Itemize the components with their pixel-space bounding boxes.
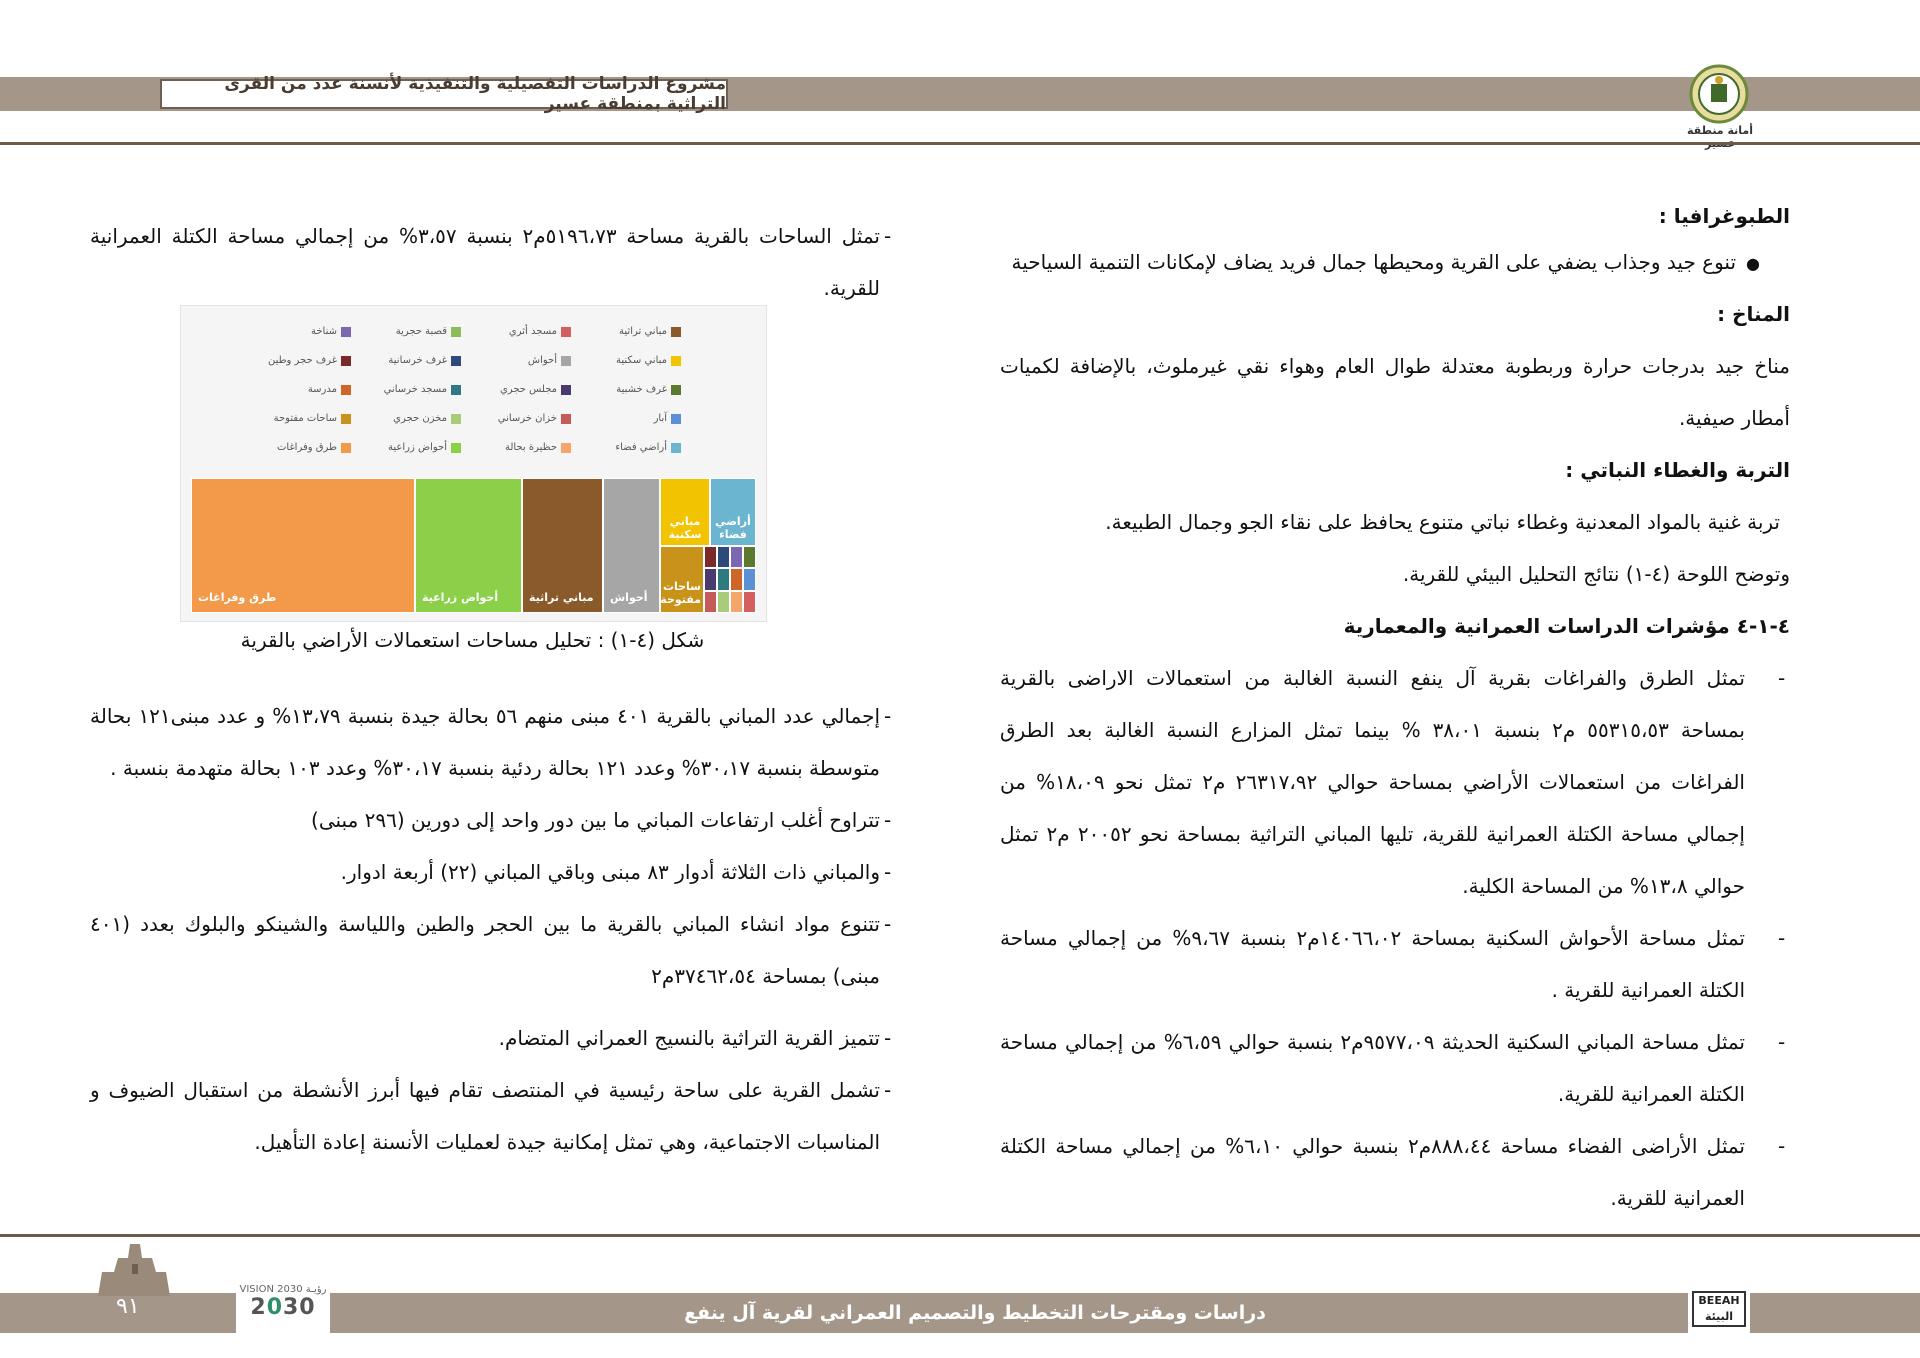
legend-entry [500,384,571,395]
soil-heading: التربة والغطاء النباتي : [1565,458,1790,482]
list-dash: - [1778,1134,1786,1158]
vision-label: VISION رؤيـة 2030 [239,1284,327,1295]
legend-entry [654,413,681,424]
legend-swatch [671,414,681,424]
land-use-treemap [180,305,767,622]
legend-label: مسجد أثري [508,326,557,337]
legend-label: مخزن حجري [393,413,447,424]
legend-entry [619,326,681,337]
topography-bullet-text: تنوع جيد وجذاب يضفي على القرية ومحيطها جمال فريد يضاف لإمكانات التنمية السياحية [1011,250,1737,274]
legend-entry [277,442,351,453]
list-item: إجمالي عدد المباني بالقرية ٤٠١ مبنى منهم ٥٦ بحالة جيدة بنسبة ١٣،٧٩% و عدد مبنى١٢١ بحالة متوسطة بنسبة ٣٠،١٧% وعدد ١٢١ بحالة ردئية بنسبة ٣٠،١٧% وعدد ١٠٣ بحالة متهدمة بنسبة . [90,704,880,780]
legend-entry [396,326,461,337]
soil-text: تربة غنية بالمواد المعدنية وغطاء نباتي متنوع يحافظ على نقاء الجو وجمال الطبيعة. [1105,510,1780,534]
page-number: ٩١ [116,1294,140,1319]
legend-label: مسجد خرساني [383,384,447,395]
legend-label: قصبة حجرية [395,326,447,337]
list-item: تتراوح أغلب ارتفاعات المباني ما بين دور واحد إلى دورين (٢٩٦ مبنى) [311,808,880,832]
list-dash: - [1778,666,1786,690]
list-dash: - [884,1078,892,1102]
legend-label: أحواض زراعية [388,442,447,453]
legend-swatch [671,385,681,395]
topography-bullet: ●تنوع جيد وجذاب يضفي على القرية ومحيطها جمال فريد يضاف لإمكانات التنمية السياحية [1011,250,1760,274]
treemap-small-tile [730,591,743,613]
legend-label: مجلس حجري [499,384,557,395]
climate-heading: المناخ : [1717,302,1790,326]
list-item: تتنوع مواد انشاء المباني بالقرية ما بين الحجر والطين واللياسة والشينكو والبلوك بعدد (٤٠١ مبنى) بمساحة ٣٧٤٦٢،٥٤م٢ [90,912,880,988]
legend-swatch [451,385,461,395]
treemap-tile [603,478,660,613]
treemap-small-tile [730,568,743,590]
project-title: مشروع الدراسات التفصيلية والتنفيذية لأنسنة عدد من القرى التراثية بمنطقة عسير [160,79,728,109]
emblem-logo [1684,64,1754,128]
list-dash: - [1778,926,1786,950]
legend-entry [528,355,571,366]
tile-label: طرق وفراغات [198,591,277,604]
legend-label: مدرسة [307,384,337,395]
list-dash: - [884,808,892,832]
legend-label: أحواش [527,355,557,366]
legend-swatch [561,356,571,366]
legend-swatch [341,414,351,424]
treemap-tile [660,478,710,546]
legend-entry [268,355,351,366]
legend-label: خزان خرساني [497,413,557,424]
legend-entry [388,442,461,453]
legend-label: مباني سكنية [615,355,667,366]
tile-label: مباني تراثية [529,591,594,604]
legend-swatch [451,414,461,424]
legend-label: ساحات مفتوحة [273,413,337,424]
beeah-logo [1688,1285,1750,1337]
vision-year: 2030 [250,1295,316,1320]
list-item: تمثل الطرق والفراغات بقرية آل ينفع النسبة الغالبة من استعمالات الاراضى بالقرية بمساحة ٥٥٣١٥،٥٣ م٢ بنسبة ٣٨،٠١ % بينما تمثل المزارع النسبة الغالبة بعد الطرق الفراغات من استعمالات الأراضي بمساحة حوالي ٢٦٣١٧،٩٢ م٢ تمثل نحو ١٨،٠٩% من إجمالي مساحة الكتلة العمرانية للقرية، تليها المباني التراثية بمساحة نحو ٢٠٠٥٢ م٢ تمثل حوالي ١٣،٨% من المساحة الكلية. [1000,666,1746,898]
vision-2030-logo [236,1280,330,1334]
legend-label: غرف خشبية [616,384,667,395]
beeah-label: BEEAH البيئة [1692,1291,1746,1327]
list-item: تمثل مساحة المباني السكنية الحديثة ٩٥٧٧،٠٩م٢ بنسبة حوالي ٦،٥٩% من إجمالي مساحة الكتلة العمرانية للقرية. [1000,1030,1746,1106]
legend-entry [616,384,681,395]
treemap-small-tile [717,591,730,613]
list-dash: - [884,860,892,884]
footer-divider [0,1234,1920,1237]
legend-swatch [561,385,571,395]
legend-entry [616,355,681,366]
treemap-tile [191,478,415,613]
board-text: وتوضح اللوحة (٤-١) نتائج التحليل البيئي للقرية. [1402,562,1790,586]
legend-label: حظيرة بحالة [504,442,557,453]
treemap-small-tile [743,546,756,568]
legend-swatch [451,327,461,337]
list-item: تمثل الأراضى الفضاء مساحة ٨٨٨،٤٤م٢ بنسبة حوالي ٦،١٠% من إجمالي مساحة الكتلة العمرانية للقرية. [1000,1134,1745,1210]
treemap-small-tile [730,546,743,568]
treemap-tile [522,478,603,613]
treemap-small-tile [717,546,730,568]
legend-entry [384,384,461,395]
list-dash: - [884,1026,892,1050]
legend-swatch [451,356,461,366]
list-dash: - [884,704,892,728]
treemap-small-tile [704,591,717,613]
legend-swatch [671,443,681,453]
legend-swatch [341,385,351,395]
list-dash: - [884,912,892,936]
treemap-small-tile [743,568,756,590]
list-item: والمباني ذات الثلاثة أدوار ٨٣ مبنى وباقي المباني (٢٢) أربعة ادوار. [340,860,880,884]
legend-label: طرق وفراغات [276,442,337,453]
legend-swatch [561,327,571,337]
open-spaces-text: تمثل الساحات بالقرية مساحة ٥١٩٦،٧٣م٢ بنسبة ٣،٥٧% من إجمالي مساحة الكتلة العمرانية للقرية. [90,224,880,300]
section-heading: ٤-١-٤ مؤشرات الدراسات العمرانية والمعمارية [1343,614,1790,638]
legend-entry [274,413,351,424]
legend-entry [393,413,461,424]
list-item: تتميز القرية التراثية بالنسيج العمراني المتضام. [498,1026,880,1050]
list-item: تشمل القرية على ساحة رئيسية في المنتصف تقام فيها أبرز الأنشطة من استقبال الضيوف و المناسبات الاجتماعية، وهي تمثل إمكانية جيدة لعمليات الأنسنة إعادة التأهيل. [90,1078,880,1154]
tile-label: أراضي فضاء [715,515,751,541]
tile-label: مباني سكنية [668,515,702,541]
treemap-tile [415,478,522,613]
org-caption: أمانة منطقة [1687,124,1753,137]
tile-label: ساحات مفتوحة [660,580,701,606]
legend-label: أراضي فضاء [615,442,667,453]
topography-heading: الطبوغرافيا : [1658,204,1790,228]
tile-label: أحواش [610,591,648,604]
legend-label: غرف خرسانية [388,355,447,366]
legend-swatch [671,356,681,366]
legend-label: غرف حجر وطين [267,355,337,366]
legend-swatch [451,443,461,453]
list-item: تمثل مساحة الأحواش السكنية بمساحة ١٤٠٦٦،٠٢م٢ بنسبة ٩،٦٧% من إجمالي مساحة الكتلة العمرانية للقرية . [1000,926,1745,1002]
list-dash: - [1778,1030,1786,1054]
treemap-small-tile [717,568,730,590]
legend-label: مباني تراثية [619,326,667,337]
legend-entry [311,326,351,337]
legend-swatch [561,443,571,453]
legend-swatch [341,443,351,453]
climate-text: مناخ جيد بدرجات حرارة وربطوبة معتدلة طوال العام وهواء نقي غيرملوث، بالإضافة لكميات أمطار صيفية. [1000,354,1790,430]
treemap-small-tile [704,546,717,568]
legend-swatch [671,327,681,337]
footer-title: دراسات ومقترحات التخطيط والتصميم العمراني لقرية آل ينفع [684,1302,1266,1324]
treemap-tile [710,478,756,546]
castle-icon [88,1238,178,1296]
figure-caption: شكل (٤-١) : تحليل مساحات استعمالات الأراضي بالقرية [240,628,705,652]
legend-entry [308,384,351,395]
legend-swatch [341,356,351,366]
treemap-small-tile [704,568,717,590]
treemap-tile [660,546,704,613]
list-dash: - [884,224,892,248]
legend-entry [498,413,571,424]
header-divider [0,142,1920,145]
legend-label: شناخة [311,326,337,337]
tile-label: أحواض زراعية [422,591,499,604]
legend-swatch [561,414,571,424]
legend-swatch [341,327,351,337]
treemap-small-tile [743,591,756,613]
legend-entry [509,326,571,337]
legend-entry [505,442,571,453]
legend-entry [615,442,681,453]
legend-entry [388,355,461,366]
legend-label: آبار [653,413,667,424]
